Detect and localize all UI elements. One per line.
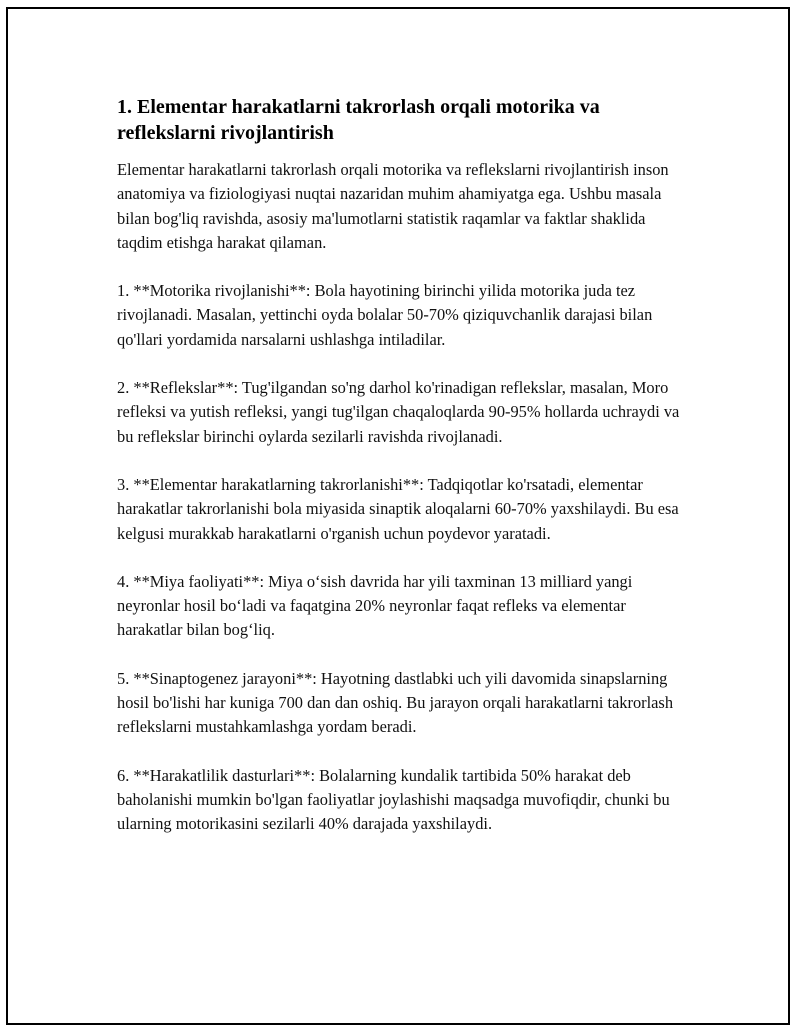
- paragraph-miya-faoliyati: 4. **Miya faoliyati**: Miya o‘sish davrida har yili taxminan 13 milliard yangi neyronlar hosil bo‘ladi va faqatgina 20% neyronlar faqat refleks va elementar harakatlar bilan bog‘liq.: [117, 571, 633, 640]
- paragraph-motorika: 1. **Motorika rivojlanishi**: Bola hayotining birinchi yilida motorika juda tez rivojlanadi. Masalan, yettinchi oyda bolalar 50-70% qiziquvchanlik darajasi bilan qo'llari yordamida narsalarni ushlashga intiladilar.: [117, 281, 653, 349]
- paragraph-reflekslar: 2. **Reflekslar**: Tug'ilgandan so'ng darhol ko'rinadigan reflekslar, masalan, Moro refleksi va yutish refleksi, yangi tug'ilgan chaqaloqlarda 90-95% hollarda uchraydi va bu reflekslar birinchi oylarda sezilarli ravishda rivojlanadi.: [117, 378, 680, 446]
- section-heading: 1. Elementar harakatlarni takrorlash orqali motorika va reflekslarni rivojlantirish: [117, 96, 600, 144]
- paragraph-harakatlilik: 6. **Harakatlilik dasturlari**: Bolalarning kundalik tartibida 50% harakat deb baholanishi mumkin bo'lgan faoliyatlar joylashishi maqsadga muvofiqdir, chunki bu ularning motorikasini sezilarli 40% darajada yaxshilaydi.: [117, 765, 670, 834]
- document-body: [117, 94, 687, 861]
- paragraph-sinaptogenez: 5. **Sinaptogenez jarayoni**: Hayotning dastlabki uch yili davomida sinapslarning hosil bo'lishi har kuniga 700 dan dan oshiq. Bu jarayon orqali harakatlarni takrorlash reflekslarni mustahkamlashga yordam beradi.: [117, 668, 674, 737]
- intro-paragraph: Elementar harakatlarni takrorlash orqali motorika va reflekslarni rivojlantirish inson anatomiya va fiziologiyasi nuqtai nazaridan muhim ahamiyatga ega. Ushbu masala bilan bog'liq ravishda, asosiy ma'lumotlarni statistik raqamlar va faktlar shaklida taqdim etishga harakat qilaman.: [117, 160, 669, 252]
- paragraph-takrorlanishi: 3. **Elementar harakatlarning takrorlanishi**: Tadqiqotlar ko'rsatadi, elementar harakatlar takrorlanishi bola miyasida sinaptik aloqalarni 60-70% yaxshilaydi. Bu esa kelgusi murakkab harakatlarni o'rganish uchun poydevor yaratadi.: [117, 474, 679, 543]
